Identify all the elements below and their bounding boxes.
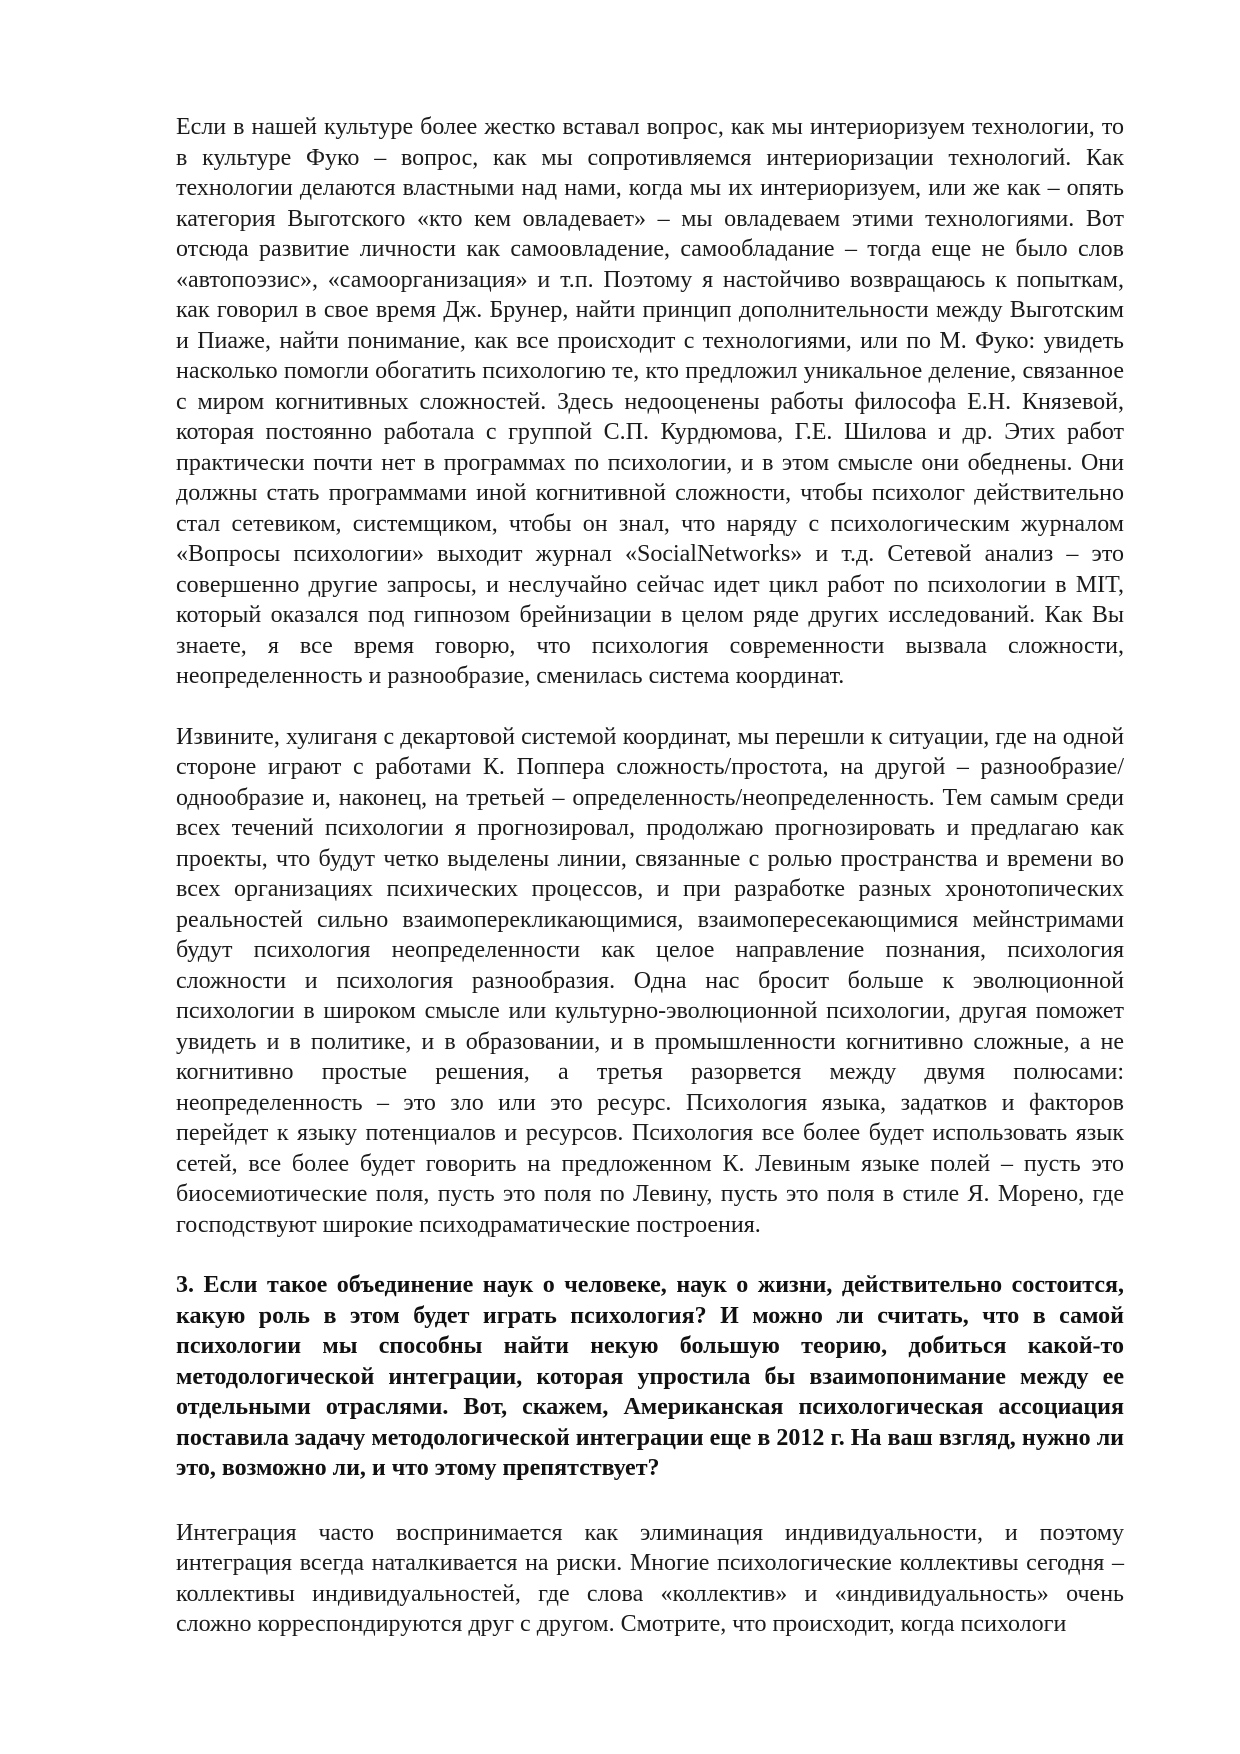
document-page — [176, 112, 1124, 1640]
question-3-heading: 3. Если такое объединение наук о человеке, наук о жизни, действительно состоится, какую роль в этом будет играть психология? И можно ли считать, что в самой психологии мы способны найти некую большую теорию, добиться какой-то методологической интеграции, которая упростила бы взаимопонимание между ее отдельными отраслями. Вот, скажем, Американская психологическая ассоциация поставила задачу методологической интеграции еще в 2012 г. На ваш взгляд, нужно ли это, возможно ли, и что этому препятствует? — [176, 1272, 1124, 1481]
paragraph-integration-answer: Интеграция часто воспринимается как элиминация индивидуальности, и поэтому интеграция всегда наталкивается на риски. Многие психологические коллективы сегодня – коллективы индивидуальностей, где слова «коллектив» и «индивидуальность» очень сложно корреспондируются друг с другом. Смотрите, что происходит, когда психологи — [176, 1519, 1124, 1637]
paragraph-technology-interiorization: Если в нашей культуре более жестко вставал вопрос, как мы интериоризуем технологии, то в культуре Фуко – вопрос, как мы сопротивляемся интериоризации технологий. Как технологии делаются властными над нами, когда мы их интериоризуем, или же как – опять категория Выготского «кто кем овладевает» – мы овладеваем этими технологиями. Вот отсюда развитие личности как самоовладение, самообладание – тогда еще не было слов «автопоэзис», «самоорганизация» и т.п. Поэтому я настойчиво возвращаюсь к попыткам, как говорил в свое время Дж. Брунер, найти принцип дополнительности между Выготским и Пиаже, найти понимание, как все происходит с технологиями, или по М. Фуко: увидеть насколько помогли обогатить психологию те, кто предложил уникальное деление, связанное с миром когнитивных сложностей. Здесь недооценены работы философа Е.Н. Князевой, которая постоянно работала с группой С.П. Курдюмова, Г.Е. Шилова и др. Этих работ практически почти нет в программах по психологии, и в этом смысле они обеднены. Они должны стать программами иной когнитивной сложности, чтобы психолог действительно стал сетевиком, системщиком, чтобы он знал, что наряду с психологическим журналом «Вопросы психологии» выходит журнал «SocialNetworks» и т.д. Сетевой анализ – это совершенно другие запросы, и неслучайно сейчас идет цикл работ по психологии в MIT, который оказался под гипнозом брейнизации в целом ряде других исследований. Как Вы знаете, я все время говорю, что психология современности вызвала сложности, неопределенность и разнообразие, сменилась система координат. — [176, 114, 1124, 689]
paragraph-coordinate-system: Извините, хулиганя с декартовой системой координат, мы перешли к ситуации, где на одной стороне играют с работами К. Поппера сложность/простота, на другой – разнообразие/однообразие и, наконец, на третьей – определенность/неопределенность. Тем самым среди всех течений психологии я прогнозировал, продолжаю прогнозировать и предлагаю как проекты, что будут четко выделены линии, связанные с ролью пространства и времени во всех организациях психических процессов, и при разработке разных хронотопических реальностей сильно взаимоперекликающимися, взаимопересекающимися мейнстримами будут психология неопределенности как целое направление познания, психология сложности и психология разнообразия. Одна нас бросит больше к эволюционной психологии в широком смысле или культурно-эволюционной психологии, другая поможет увидеть и в политике, и в образовании, и в промышленности когнитивно сложные, а не когнитивно простые решения, а третья разорвется между двумя полюсами: неопределенность – это зло или это ресурс. Психология языка, задатков и факторов перейдет к языку потенциалов и ресурсов. Психология все более будет использовать язык сетей, все более будет говорить на предложенном К. Левиным языке полей – пусть это биосемиотические поля, пусть это поля по Левину, пусть это поля в стиле Я. Морено, где господствуют широкие психодраматические построения. — [176, 723, 1124, 1238]
